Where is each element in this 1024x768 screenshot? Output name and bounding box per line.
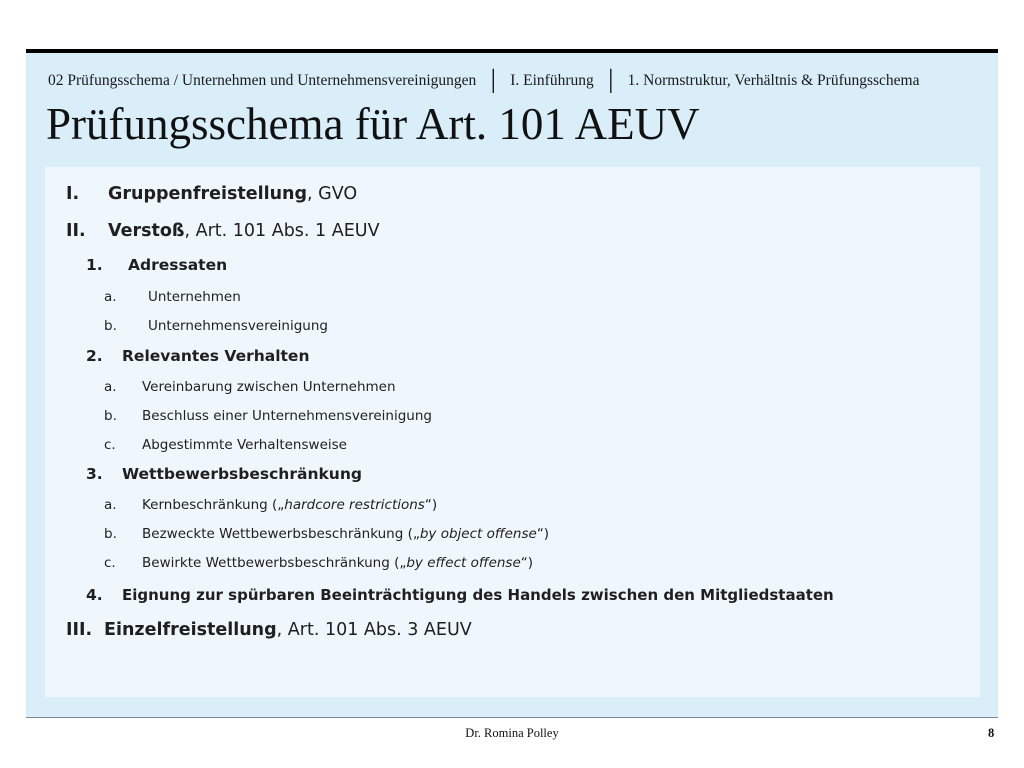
outline-text: “) xyxy=(536,526,550,542)
outline-letter: a. xyxy=(104,497,117,513)
outline-number: 2. xyxy=(86,347,103,365)
outline-letter: b. xyxy=(104,408,117,424)
slide-title: Prüfungsschema für Art. 101 AEUV xyxy=(46,99,700,149)
breadcrumb-chapter: 02 Prüfungsschema / Unternehmen und Unternehmensvereinigungen xyxy=(48,72,477,89)
outline-text: Kernbeschränkung („ xyxy=(142,497,285,513)
outline-text: Beschluss einer Unternehmensvereinigung xyxy=(142,408,432,424)
outline-letter: c. xyxy=(104,437,116,453)
outline-letter: a. xyxy=(104,289,117,305)
outline-text: Bewirkte Wettbewerbsbeschränkung („ xyxy=(142,555,407,571)
outline-heading: Gruppenfreistellung xyxy=(108,184,308,204)
outline-heading: Adressaten xyxy=(128,256,228,274)
outline-text: Abgestimmte Verhaltensweise xyxy=(142,437,347,453)
outline-box xyxy=(45,167,980,697)
outline-detail: , Art. 101 Abs. 1 AEUV xyxy=(184,221,380,241)
outline-letter: c. xyxy=(104,555,116,571)
breadcrumb-subsection: 1. Normstruktur, Verhältnis & Prüfungsschema xyxy=(627,72,920,89)
outline-detail: , Art. 101 Abs. 3 AEUV xyxy=(276,620,472,640)
outline-heading: Einzelfreistellung xyxy=(104,620,277,640)
outline-text: “) xyxy=(520,555,534,571)
outline-text: Bezweckte Wettbewerbsbeschränkung („ xyxy=(142,526,420,542)
outline-heading: Eignung zur spürbaren Beeinträchtigung des Handels zwischen den Mitgliedstaaten xyxy=(122,586,834,604)
outline-letter: b. xyxy=(104,526,117,542)
outline-number: 1. xyxy=(86,256,103,274)
footer-author: Dr. Romina Polley xyxy=(465,726,559,740)
outline-number: I. xyxy=(66,184,80,204)
outline-term: hardcore restrictions xyxy=(284,497,425,513)
top-divider xyxy=(26,49,998,53)
outline-text: “) xyxy=(424,497,438,513)
outline-letter: b. xyxy=(104,318,117,334)
outline-number: 4. xyxy=(86,586,103,604)
outline-text: Unternehmen xyxy=(148,289,241,305)
breadcrumb xyxy=(48,70,988,93)
outline-heading: Relevantes Verhalten xyxy=(122,347,310,365)
outline-letter: a. xyxy=(104,379,117,395)
outline-term: by effect offense xyxy=(406,555,521,571)
breadcrumb-section: I. Einführung xyxy=(510,72,594,89)
page-number: 8 xyxy=(988,726,995,740)
outline-heading: Verstoß xyxy=(108,221,185,241)
outline-number: III. xyxy=(66,620,93,640)
footer-divider xyxy=(26,717,998,718)
outline-number: 3. xyxy=(86,465,103,483)
breadcrumb-separator: │ xyxy=(486,70,501,92)
outline-text: Unternehmensvereinigung xyxy=(148,318,328,334)
outline-heading: Wettbewerbsbeschränkung xyxy=(122,465,362,483)
outline-text: Vereinbarung zwischen Unternehmen xyxy=(142,379,396,395)
outline-term: by object offense xyxy=(419,526,537,542)
outline-number: II. xyxy=(66,221,86,241)
breadcrumb-separator: │ xyxy=(603,70,618,92)
outline-detail: , GVO xyxy=(307,184,358,204)
